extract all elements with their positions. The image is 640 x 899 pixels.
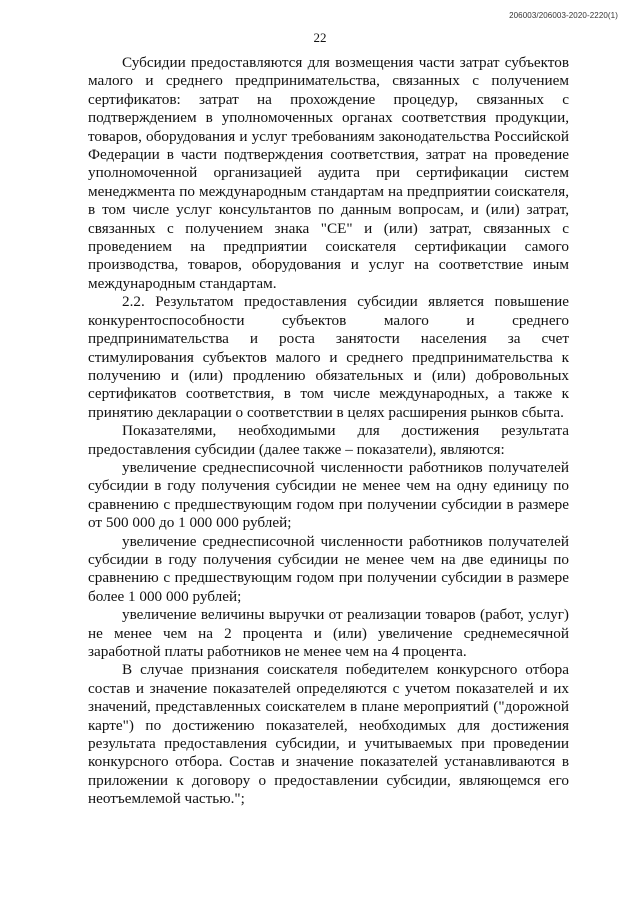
paragraph-indicator-headcount-one: увеличение среднесписочной численности работников получателей субсидии в году получения субсидии не менее чем на одну единицу по сравнению с предшествующим годом при получении субсидии в размере от 500 000 до 1 000 000 рублей;	[88, 458, 569, 532]
paragraph-subsidy-purpose: Субсидии предоставляются для возмещения части затрат субъектов малого и среднего предпринимательства, связанных с получением сертификатов: затрат на прохождение процедур, связанных с подтверждением в уполномоченных органах соответствия продукции, товаров, оборудования и услуг требованиям законодательства Российской Федерации в части подтверждения соответствия, затрат на проведение уполномоченной организацией аудита при сертификации систем менеджмента по международным стандартам на предприятии соискателя, в том числе услуг консультантов по данным вопросам, и (или) затрат, связанных с получением знака "СЕ" и (или) затрат, связанных с проведением на предприятии соискателя сертификации самого производства, товаров, оборудования и услуг на соответствие иным международным стандартам.	[88, 54, 569, 292]
paragraph-indicator-headcount-two: увеличение среднесписочной численности работников получателей субсидии в году получения субсидии не менее чем на две единицы по сравнению с предшествующим годом при получении субсидии в размере более 1 000 000 рублей;	[88, 532, 569, 605]
document-body	[88, 54, 569, 809]
document-id: 206003/206003-2020-2220(1)	[509, 11, 618, 20]
page-number: 22	[313, 30, 327, 45]
paragraph-indicators-intro: Показателями, необходимыми для достижения результата предоставления субсидии (далее также – показатели), являются:	[88, 422, 569, 458]
paragraph-2-2-result: 2.2. Результатом предоставления субсидии является повышение конкурентоспособности субъектов малого и среднего предпринимательства и роста занятости населения за счет стимулирования субъектов малого и среднего предпринимательства к получению и (или) продлению обязательных и (или) добровольных сертификатов соответствия, в том числе международных, а также к принятию декларации о соответствии в целях расширения рынков сбыта.	[88, 293, 569, 421]
paragraph-indicator-revenue: увеличение величины выручки от реализации товаров (работ, услуг) не менее чем на 2 процента и (или) увеличение среднемесячной заработной платы работников не менее чем на 4 процента.	[88, 606, 569, 660]
paragraph-winner-indicators: В случае признания соискателя победителем конкурсного отбора состав и значение показателей определяются с учетом показателей и их значений, представленных соискателем в плане мероприятий ("дорожной карте") по достижению показателей, необходимых для достижения результата предоставления субсидии, и учитываемых при проведении конкурсного отбора. Состав и значение показателей устанавливаются в приложении к договору о предоставлении субсидии, являющемся его неотъемлемой частью.";	[88, 661, 569, 808]
